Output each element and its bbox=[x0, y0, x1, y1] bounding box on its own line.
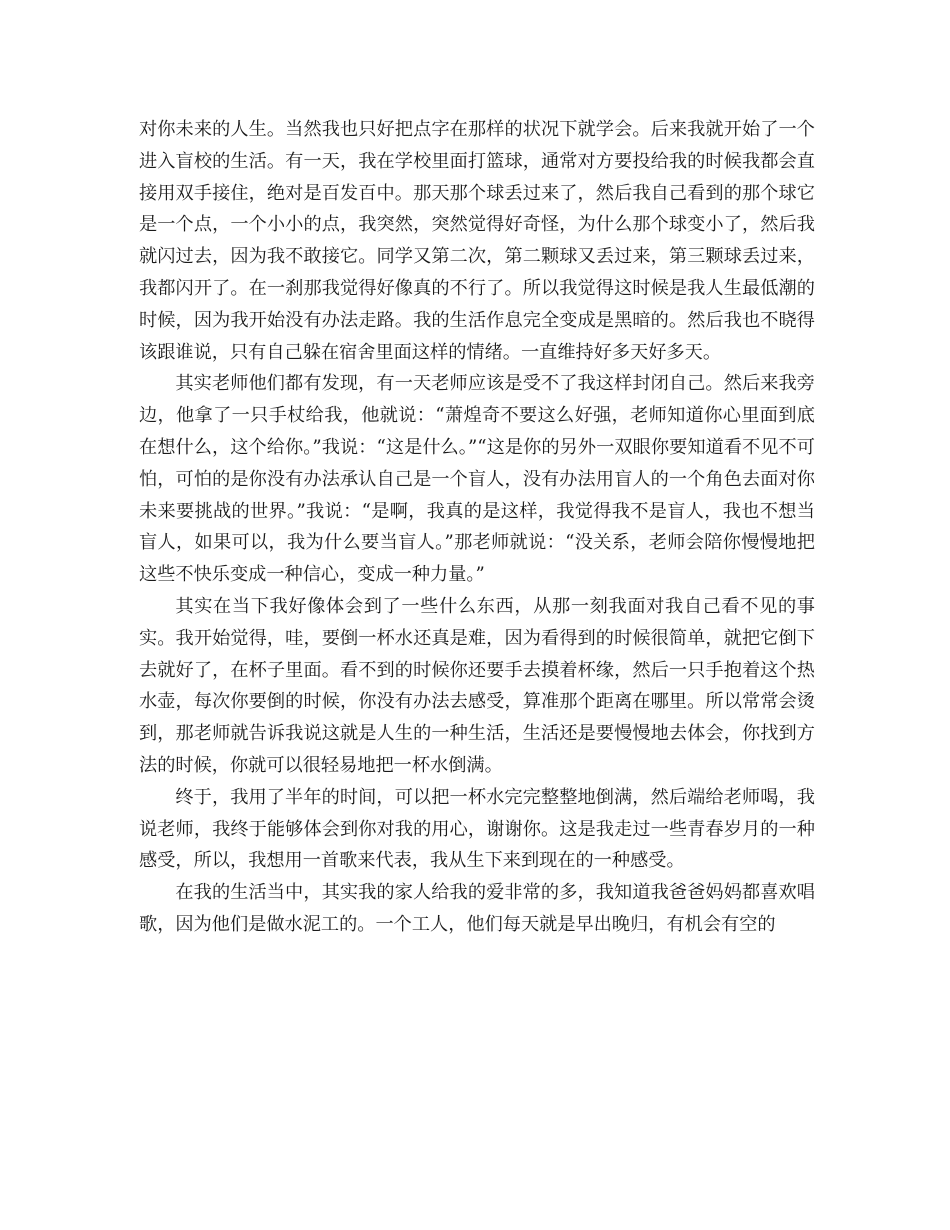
paragraph-3: 其实在当下我好像体会到了一些什么东西，从那一刻我面对我自己看不见的事实。我开始觉得，哇，要倒一杯水还真是难，因为看得到的时候很简单，就把它倒下去就好了，在杯子里面。看不到的时候你还要手去摸着杯缘，然后一只手抱着这个热水壶，每次你要倒的时候，你没有办法去感受，算准那个距离在哪里。所以常常会烫到，那老师就告诉我说这就是人生的一种生活，生活还是要慢慢地去体会，你找到方法的时候，你就可以很轻易地把一杯水倒满。 bbox=[139, 595, 815, 776]
paragraph-1: 对你未来的人生。当然我也只好把点字在那样的状况下就学会。后来我就开始了一个进入盲校的生活。有一天，我在学校里面打篮球，通常对方要投给我的时候我都会直接用双手接住，绝对是百发百中。那天那个球丢过来了，然后我自己看到的那个球它是一个点，一个小小的点，我突然，突然觉得好奇怪，为什么那个球变小了，然后我就闪过去，因为我不敢接它。同学又第二次，第二颗球又丢过来，第三颗球丢过来，我都闪开了。在一刹那我觉得好像真的不行了。所以我觉得这时候是我人生最低潮的时候，因为我开始没有办法走路。我的生活作息完全变成是黑暗的。然后我也不晓得该跟谁说，只有自己躲在宿舍里面这样的情绪。一直维持好多天好多天。 bbox=[139, 119, 815, 363]
paragraph-2: 其实老师他们都有发现，有一天老师应该是受不了我这样封闭自己。然后来我旁边，他拿了一只手杖给我，他就说：“萧煌奇不要这么好强，老师知道你心里面到底在想什么，这个给你。”我说：“这是什么。”“这是你的另外一双眼你要知道看不见不可怕，可怕的是你没有办法承认自己是一个盲人，没有办法用盲人的一个角色去面对你未来要挑战的世界。”我说：“是啊，我真的是这样，我觉得我不是盲人，我也不想当盲人，如果可以，我为什么要当盲人。”那老师就说：“没关系，老师会陪你慢慢地把这些不快乐变成一种信心，变成一种力量。” bbox=[139, 373, 815, 586]
paragraph-5: 在我的生活当中，其实我的家人给我的爱非常的多，我知道我爸爸妈妈都喜欢唱歌，因为他们是做水泥工的。一个工人，他们每天就是早出晚归，有机会有空的 bbox=[139, 882, 815, 935]
paragraph-4: 终于，我用了半年的时间，可以把一杯水完完整整地倒满，然后端给老师喝，我说老师，我终于能够体会到你对我的用心，谢谢你。这是我走过一些青春岁月的一种感受，所以，我想用一首歌来代表，我从生下来到现在的一种感受。 bbox=[139, 786, 815, 872]
document-body bbox=[139, 114, 815, 941]
